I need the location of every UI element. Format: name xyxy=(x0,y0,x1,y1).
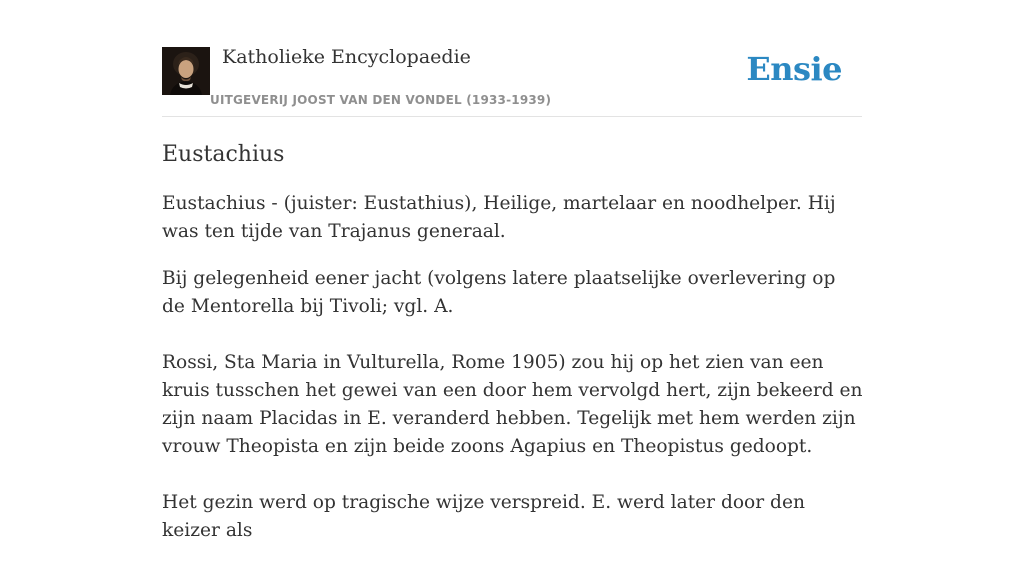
publisher-label: UITGEVERIJ JOOST VAN DEN VONDEL (1933-1939) xyxy=(210,93,552,107)
article-paragraph: Rossi, Sta Maria in Vulturella, Rome 1905) zou hij op het zien van een kruis tusschen het gewei van een door hem vervolgd hert, zijn bekeerd en zijn naam Placidas in E. veranderd hebben. Tegelijk met hem werden zijn vrouw Theopista en zijn beide zoons Agapius en Theopistus gedoopt. xyxy=(162,352,863,457)
article-paragraph: Bij gelegenheid eener jacht (volgens latere plaatselijke overlevering op de Mentorella bij Tivoli; vgl. A. xyxy=(162,268,836,317)
article-paragraph: Het gezin werd op tragische wijze verspreid. E. werd later door den keizer als xyxy=(162,492,805,541)
portrait-icon[interactable] xyxy=(162,47,210,95)
publication-title[interactable]: Katholieke Encyclopaedie xyxy=(222,46,471,68)
brand-logo-link[interactable]: Ensie xyxy=(746,50,842,88)
article-paragraph: Eustachius - (juister: Eustathius), Heilige, martelaar en noodhelper. Hij was ten tijde van Trajanus generaal. xyxy=(162,193,836,242)
article-title: Eustachius xyxy=(162,142,285,167)
header xyxy=(162,40,862,117)
article xyxy=(162,138,864,564)
